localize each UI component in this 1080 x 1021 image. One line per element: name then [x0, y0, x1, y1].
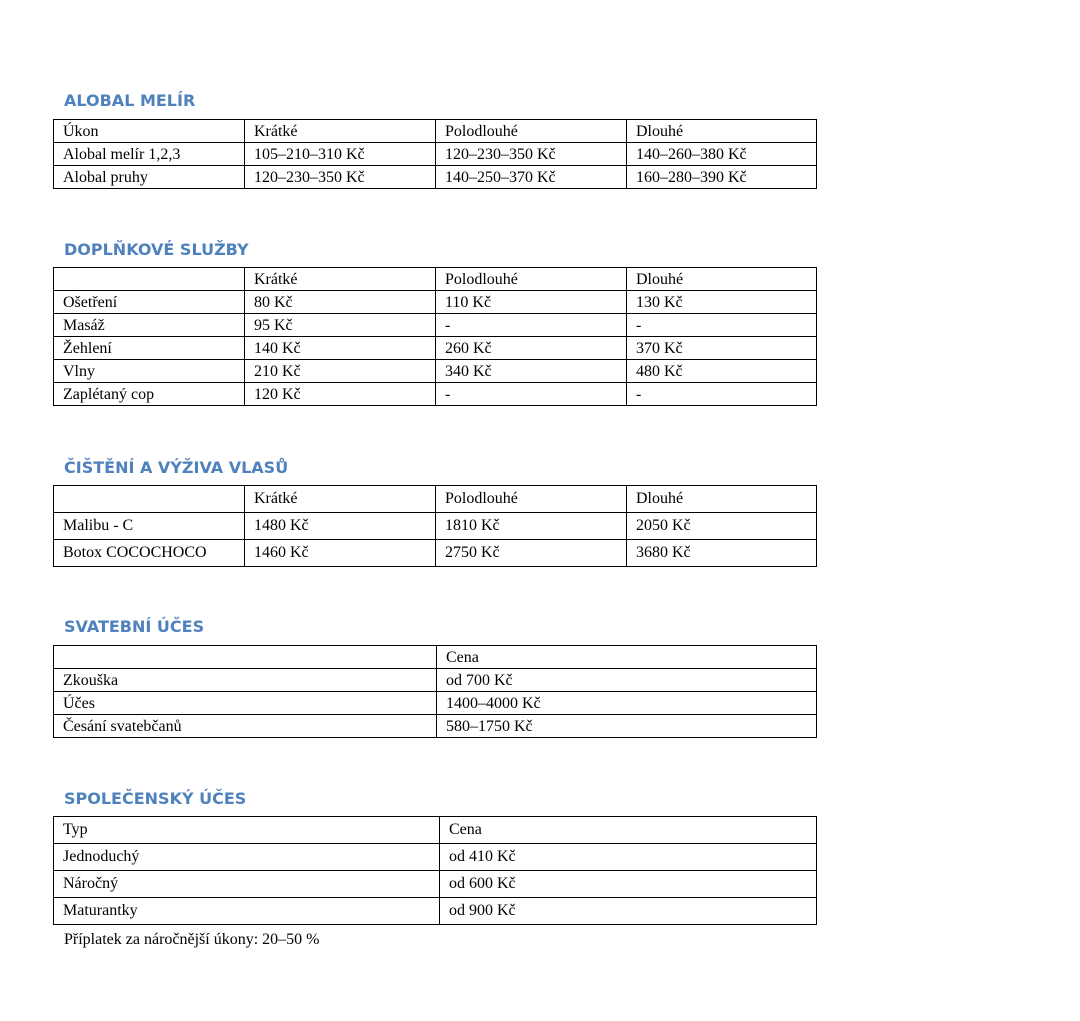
section-title-spolecensky-uces: SPOLEČENSKÝ ÚČES	[64, 789, 247, 808]
table-header-row	[54, 268, 817, 291]
price-cell-kratke: 1460 Kč	[245, 540, 436, 567]
price-cell-dlouhe: 480 Kč	[627, 360, 817, 383]
table-row	[54, 540, 817, 567]
service-name-cell: Alobal melír 1,2,3	[54, 143, 245, 166]
service-name-cell: Masáž	[54, 314, 245, 337]
price-table-svatebni-uces	[53, 645, 817, 738]
price-cell-dlouhe: 130 Kč	[627, 291, 817, 314]
service-name-cell: Zaplétaný cop	[54, 383, 245, 406]
price-cell-dlouhe: 140–260–380 Kč	[627, 143, 817, 166]
service-name-cell: Malibu - C	[54, 513, 245, 540]
table-row	[54, 715, 817, 738]
header-cell-empty	[54, 486, 245, 513]
price-cell-dlouhe: 370 Kč	[627, 337, 817, 360]
price-cell-polodlouhe: 2750 Kč	[436, 540, 627, 567]
price-cell-kratke: 210 Kč	[245, 360, 436, 383]
service-name-cell: Zkouška	[54, 669, 437, 692]
table-row	[54, 383, 817, 406]
service-name-cell: Alobal pruhy	[54, 166, 245, 189]
price-cell: od 600 Kč	[440, 871, 817, 898]
header-cell-polodlouhe: Polodlouhé	[436, 120, 627, 143]
section-title-svatebni-uces: SVATEBNÍ ÚČES	[64, 617, 205, 636]
table-row	[54, 314, 817, 337]
price-table-doplnkove-sluzby	[53, 267, 817, 406]
table-row	[54, 844, 817, 871]
table-header-row	[54, 817, 817, 844]
service-name-cell: Účes	[54, 692, 437, 715]
price-cell: 580–1750 Kč	[437, 715, 817, 738]
price-cell-kratke: 1480 Kč	[245, 513, 436, 540]
price-cell-dlouhe: 3680 Kč	[627, 540, 817, 567]
price-cell-kratke: 105–210–310 Kč	[245, 143, 436, 166]
header-cell-dlouhe: Dlouhé	[627, 120, 817, 143]
header-cell-dlouhe: Dlouhé	[627, 268, 817, 291]
header-cell-kratke: Krátké	[245, 486, 436, 513]
header-cell-polodlouhe: Polodlouhé	[436, 486, 627, 513]
service-name-cell: Žehlení	[54, 337, 245, 360]
header-cell-polodlouhe: Polodlouhé	[436, 268, 627, 291]
price-cell-polodlouhe: 340 Kč	[436, 360, 627, 383]
section-title-alobal-melir: ALOBAL MELÍR	[64, 91, 196, 110]
service-name-cell: Ošetření	[54, 291, 245, 314]
price-cell-kratke: 120–230–350 Kč	[245, 166, 436, 189]
table-header-row	[54, 486, 817, 513]
price-table-cisteni-a-vyziva	[53, 485, 817, 567]
service-name-cell: Botox COCOCHOCO	[54, 540, 245, 567]
header-cell-dlouhe: Dlouhé	[627, 486, 817, 513]
table-row	[54, 692, 817, 715]
header-cell-empty	[54, 268, 245, 291]
service-name-cell: Jednoduchý	[54, 844, 440, 871]
header-cell-empty	[54, 646, 437, 669]
price-cell-kratke: 140 Kč	[245, 337, 436, 360]
price-cell-dlouhe: -	[627, 383, 817, 406]
header-cell-kratke: Krátké	[245, 120, 436, 143]
table-row	[54, 360, 817, 383]
table-header-row	[54, 646, 817, 669]
price-cell-dlouhe: 2050 Kč	[627, 513, 817, 540]
price-cell-polodlouhe: 140–250–370 Kč	[436, 166, 627, 189]
price-cell-polodlouhe: 120–230–350 Kč	[436, 143, 627, 166]
table-header-row	[54, 120, 817, 143]
price-cell: od 900 Kč	[440, 898, 817, 925]
service-name-cell: Vlny	[54, 360, 245, 383]
price-cell-kratke: 95 Kč	[245, 314, 436, 337]
header-cell-ukon: Úkon	[54, 120, 245, 143]
price-cell-dlouhe: 160–280–390 Kč	[627, 166, 817, 189]
header-cell-typ: Typ	[54, 817, 440, 844]
service-name-cell: Náročný	[54, 871, 440, 898]
price-cell-polodlouhe: 110 Kč	[436, 291, 627, 314]
table-row	[54, 898, 817, 925]
price-cell-polodlouhe: 1810 Kč	[436, 513, 627, 540]
price-table-spolecensky-uces	[53, 816, 817, 925]
price-cell-polodlouhe: -	[436, 314, 627, 337]
table-row	[54, 291, 817, 314]
header-cell-cena: Cena	[437, 646, 817, 669]
price-cell: 1400–4000 Kč	[437, 692, 817, 715]
price-cell-dlouhe: -	[627, 314, 817, 337]
table-row	[54, 166, 817, 189]
header-cell-kratke: Krátké	[245, 268, 436, 291]
table-row	[54, 337, 817, 360]
price-cell-polodlouhe: -	[436, 383, 627, 406]
service-name-cell: Česání svatebčanů	[54, 715, 437, 738]
section-title-cisteni-a-vyziva: ČIŠTĚNÍ A VÝŽIVA VLASŮ	[64, 458, 289, 477]
section-title-doplnkove-sluzby: DOPLŇKOVÉ SLUŽBY	[64, 240, 249, 259]
surcharge-note: Příplatek za náročnější úkony: 20–50 %	[64, 931, 320, 948]
price-cell-kratke: 120 Kč	[245, 383, 436, 406]
price-cell-kratke: 80 Kč	[245, 291, 436, 314]
price-cell: od 410 Kč	[440, 844, 817, 871]
price-cell-polodlouhe: 260 Kč	[436, 337, 627, 360]
table-row	[54, 513, 817, 540]
header-cell-cena: Cena	[440, 817, 817, 844]
service-name-cell: Maturantky	[54, 898, 440, 925]
table-row	[54, 871, 817, 898]
table-row	[54, 669, 817, 692]
price-cell: od 700 Kč	[437, 669, 817, 692]
table-row	[54, 143, 817, 166]
price-table-alobal-melir	[53, 119, 817, 189]
